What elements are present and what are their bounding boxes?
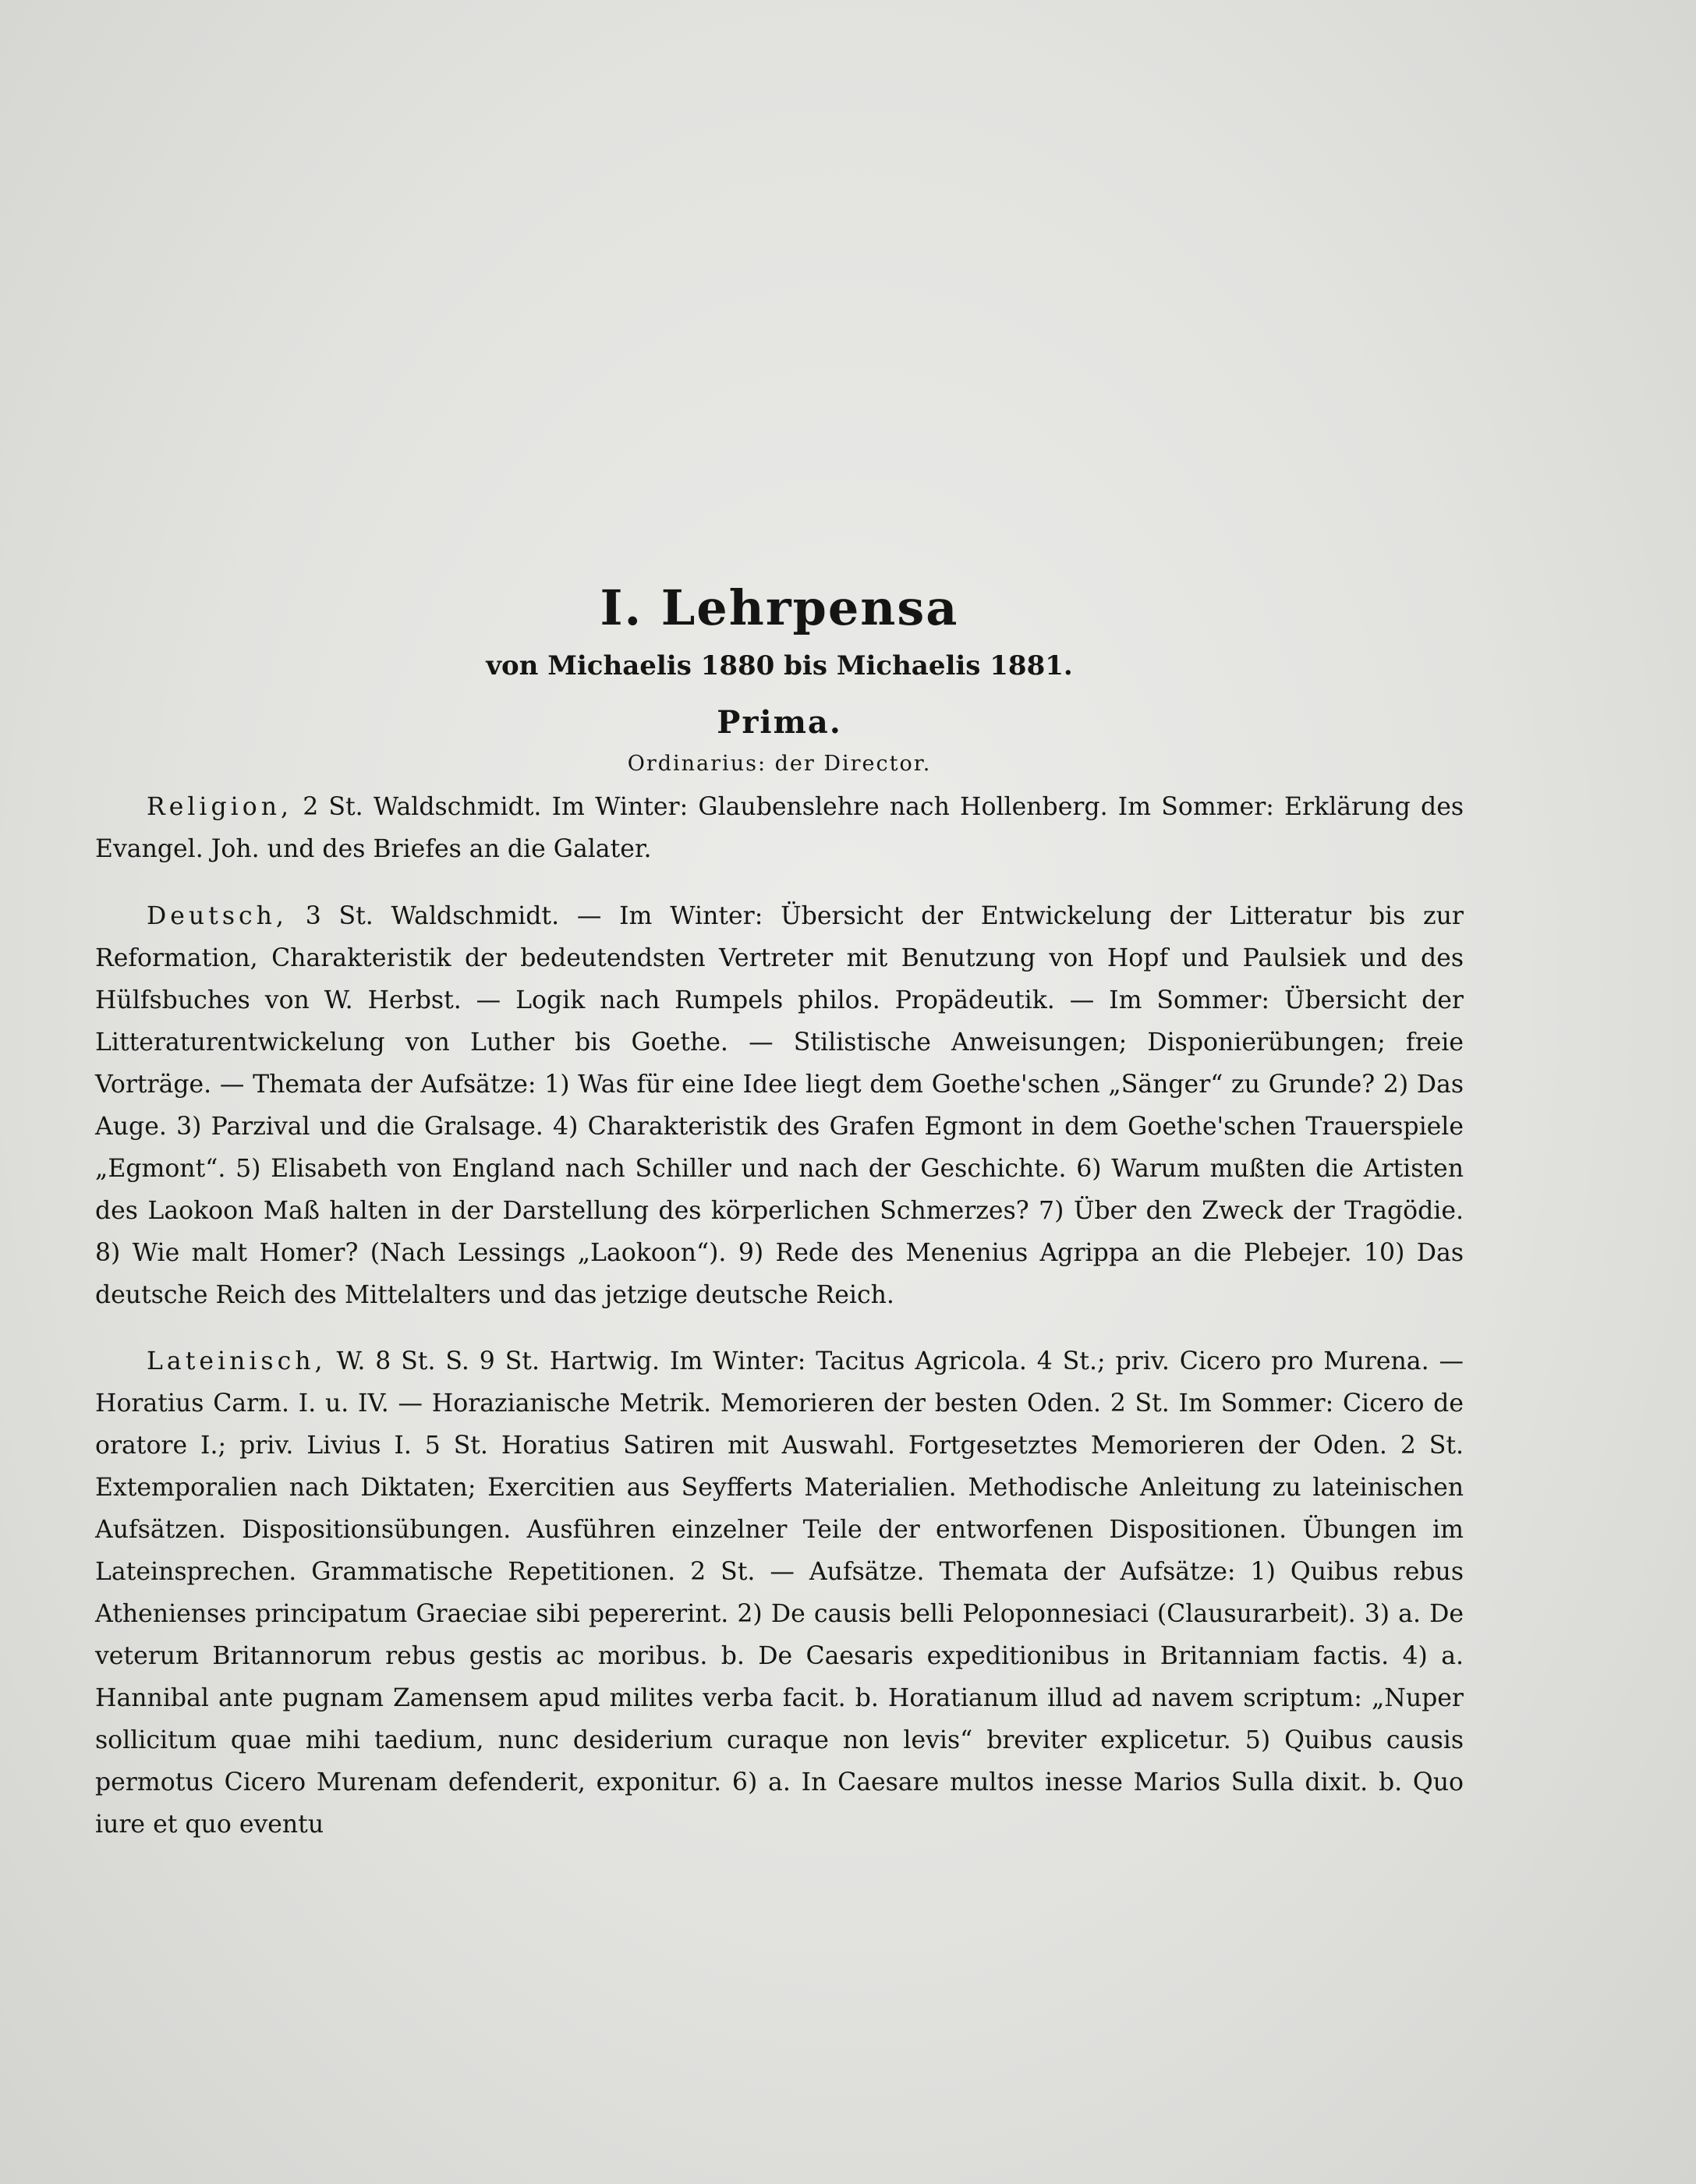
- subject-name: Lateinisch,: [147, 1347, 327, 1375]
- period-subheading: von Michaelis 1880 bis Michaelis 1881.: [486, 650, 1073, 681]
- section-heading: I. Lehrpensa: [600, 579, 959, 636]
- subject-paragraph-religion: [95, 786, 1464, 870]
- document-body: [95, 577, 1464, 1871]
- subject-text: 2 St. Waldschmidt. Im Winter: Glaubenslehre nach Hollenberg. Im Sommer: Erklärung des Evangel. Joh. und des Briefes an die Galater.: [95, 793, 1464, 863]
- subject-name: Religion,: [147, 793, 293, 821]
- ordinarius-line: Ordinarius: der Director.: [627, 752, 932, 776]
- class-title: Prima.: [717, 704, 842, 741]
- subject-name: Deutsch,: [147, 901, 288, 930]
- subject-text: W. 8 St. S. 9 St. Hartwig. Im Winter: Tacitus Agricola. 4 St.; priv. Cicero pro Murena. — Horatius Carm. I. u. IV. — Horazianische Metrik. Memorieren der besten Oden. 2 St. Im Sommer: Cicero de oratore I.; priv. Livius I. 5 St. Horatius Satiren mit Auswahl. Fortgesetztes Memorieren der Oden. 2 St. Extemporalien nach Diktaten; Exercitien aus Seyfferts Materialien. Methodische Anleitung zu lateinischen Aufsätzen. Dispositionsübungen. Ausführen einzelner Teile der entworfenen Dispositionen. Übungen im Lateinsprechen. Grammatische Repetitionen. 2 St. — Aufsätze. Themata der Aufsätze: 1) Quibus rebus Athenienses principatum Graeciae sibi pepererint. 2) De causis belli Peloponnesiaci (Clausurarbeit). 3) a. De veterum Britannorum rebus gestis ac moribus. b. De Caesaris expeditionibus in Britanniam factis. 4) a. Hannibal ante pugnam Zamensem apud milites verba facit. b. Horatianum illud ad navem scriptum: „Nuper sollicitum quae mihi taedium, nunc desiderium curaque non levis“ breviter explicetur. 5) Quibus causis permotus Cicero Murenam defenderit, exponitur. 6) a. In Caesare multos inesse Marios Sulla dixit. b. Quo iure et quo eventu: [95, 1347, 1464, 1839]
- subject-paragraph-deutsch: [95, 895, 1464, 1316]
- subject-paragraph-lateinisch: [95, 1340, 1464, 1846]
- subject-text: 3 St. Waldschmidt. — Im Winter: Übersicht der Entwickelung der Litteratur bis zur Reformation, Charakteristik der bedeutendsten Vertreter mit Benutzung von Hopf und Paulsiek und des Hülfsbuches von W. Herbst. — Logik nach Rumpels philos. Propädeutik. — Im Sommer: Übersicht der Litteraturentwickelung von Luther bis Goethe. — Stilistische Anweisungen; Disponierübungen; freie Vorträge. — Themata der Aufsätze: 1) Was für eine Idee liegt dem Goethe'schen „Sänger“ zu Grunde? 2) Das Auge. 3) Parzival und die Gralsage. 4) Charakteristik des Grafen Egmont in dem Goethe'schen Trauerspiele „Egmont“. 5) Elisabeth von England nach Schiller und nach der Geschichte. 6) Warum mußten die Artisten des Laokoon Maß halten in der Darstellung des körperlichen Schmerzes? 7) Über den Zweck der Tragödie. 8) Wie malt Homer? (Nach Lessings „Laokoon“). 9) Rede des Menenius Agrippa an die Plebejer. 10) Das deutsche Reich des Mittelalters und das jetzige deutsche Reich.: [95, 901, 1464, 1309]
